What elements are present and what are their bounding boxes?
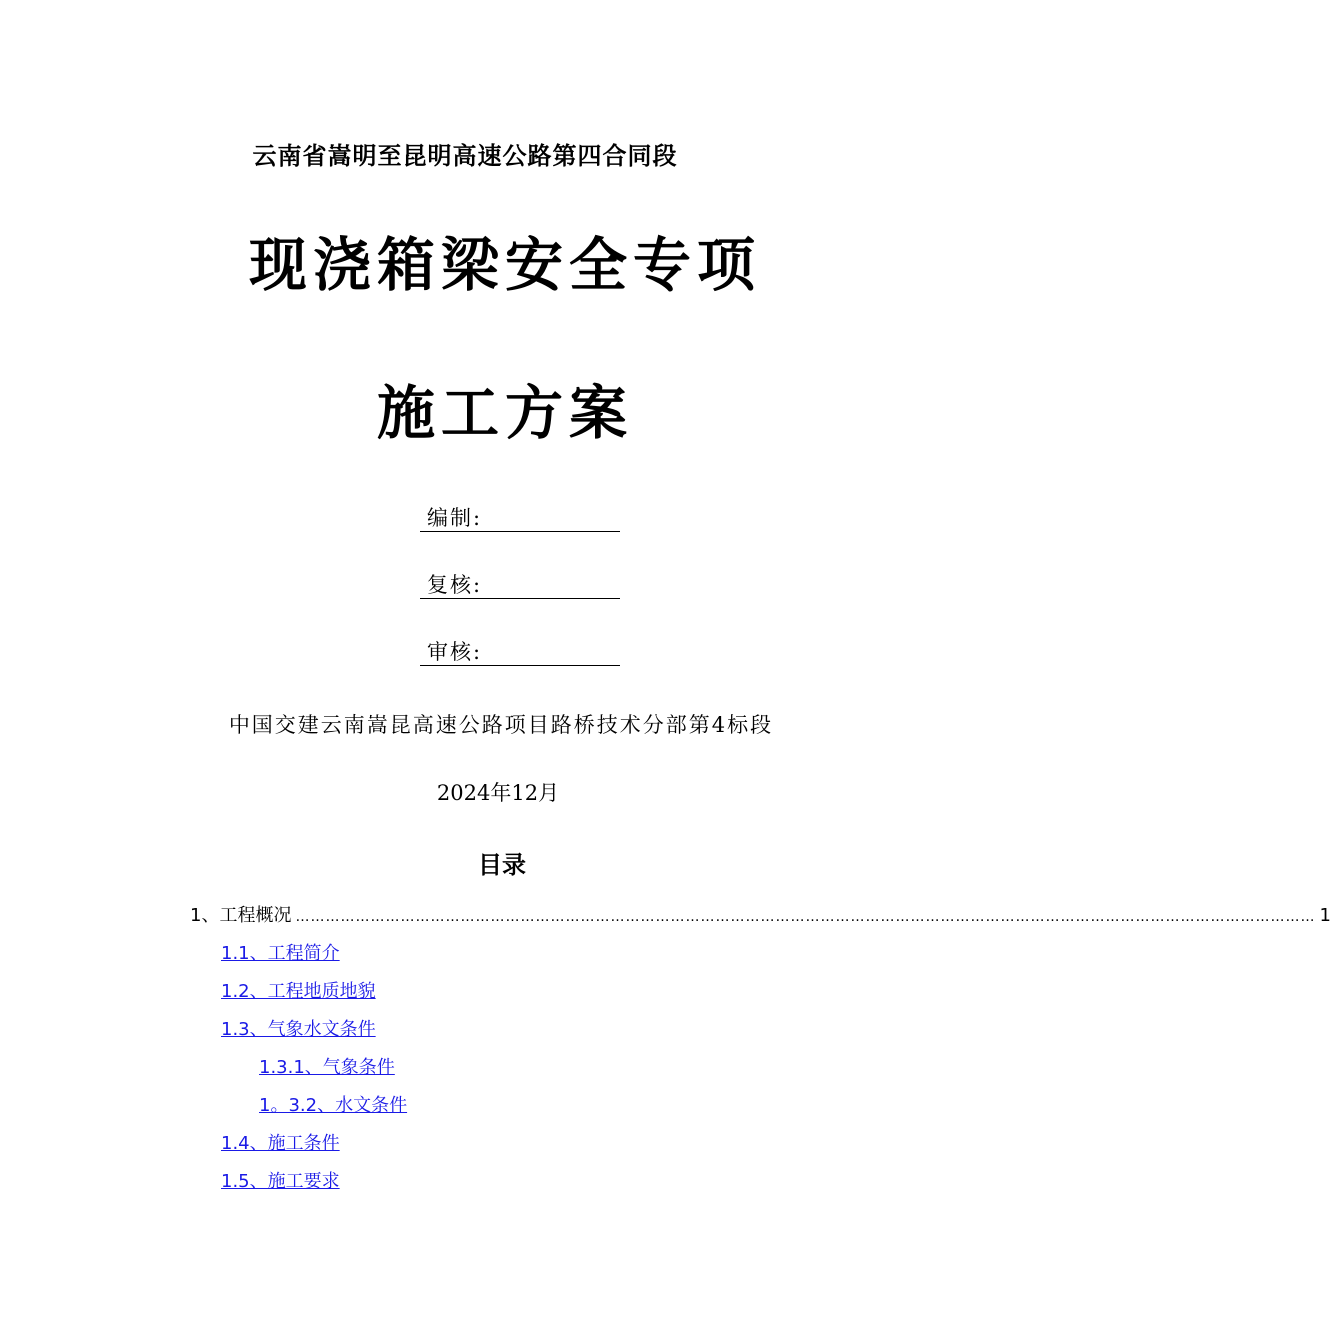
document-date: 2024年12月 <box>436 781 560 805</box>
signature-line <box>420 531 620 532</box>
organization-name: 中国交建云南嵩昆高速公路项目路桥技术分部第4标段 <box>228 713 774 737</box>
signature-compiled-by <box>420 496 620 532</box>
document-title-line1: 现浇箱梁安全专项 <box>248 231 761 299</box>
signature-line <box>420 598 620 599</box>
toc-link-1-1[interactable]: 1.1、工程简介 <box>221 943 340 964</box>
toc-title: 目录 <box>478 850 526 879</box>
toc-link-1-3-1[interactable]: 1.3.1、气象条件 <box>259 1057 395 1078</box>
signature-label: 审核: <box>427 640 483 664</box>
signature-label: 编制: <box>427 506 483 530</box>
toc-link-1-5[interactable]: 1.5、施工要求 <box>221 1171 340 1192</box>
document-title-line2: 施工方案 <box>376 379 633 447</box>
toc-entry-text: 1、工程概况 <box>190 905 292 926</box>
signature-line <box>420 665 620 666</box>
toc-link-1-3-2[interactable]: 1。3.2、水文条件 <box>259 1095 408 1116</box>
toc-entry-1[interactable] <box>190 901 1331 927</box>
toc-leader-dots: …………………………………………………………………………………………………………………………………………………………………………………… <box>295 909 1316 925</box>
toc-link-1-2[interactable]: 1.2、工程地质地貌 <box>221 981 376 1002</box>
toc-page-number: 1 <box>1319 905 1331 926</box>
toc-link-1-4[interactable]: 1.4、施工条件 <box>221 1133 340 1154</box>
toc-link-1-3[interactable]: 1.3、气象水文条件 <box>221 1019 376 1040</box>
signature-label: 复核: <box>427 573 483 597</box>
signature-reviewed-by <box>420 563 620 599</box>
signature-approved-by <box>420 630 620 666</box>
project-subtitle: 云南省嵩明至昆明高速公路第四合同段 <box>252 141 678 170</box>
